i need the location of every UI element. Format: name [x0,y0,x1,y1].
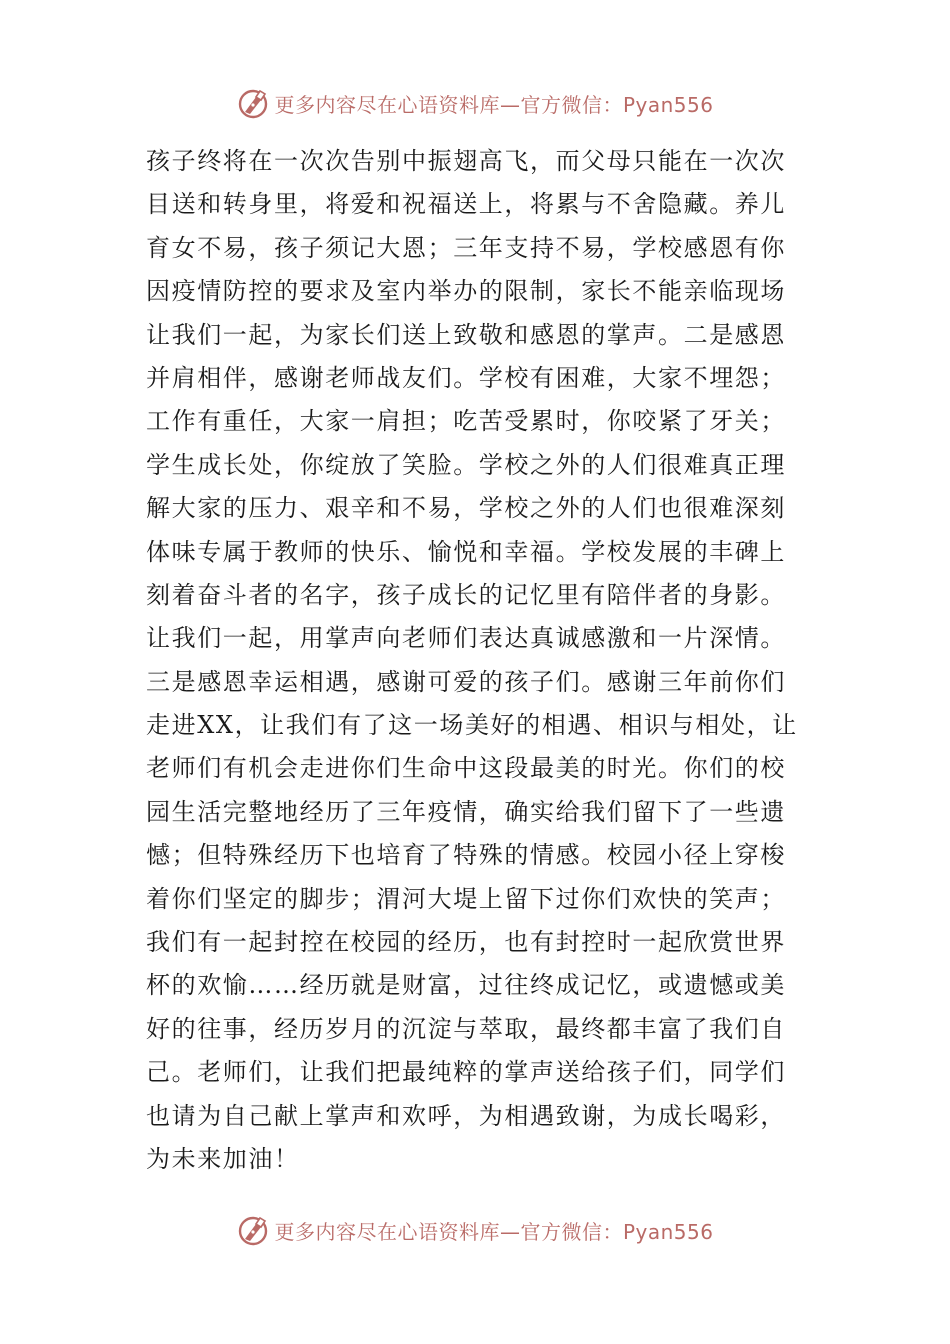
body-line: 好的往事，经历岁月的沉淀与萃取，最终都丰富了我们自 [146,1014,786,1043]
body-line: 目送和转身里，将爱和祝福送上，将累与不舍隐藏。养儿 [146,190,786,219]
body-line: 着你们坚定的脚步；渭河大堤上留下过你们欢快的笑声； [146,884,786,913]
body-line: 孩子终将在一次次告别中振翅高飞，而父母只能在一次次 [146,147,786,175]
body-line: 育女不易，孩子须记大恩；三年支持不易，学校感恩有你 [146,233,786,262]
header-watermark [0,85,950,121]
footer-text: 更多内容尽在心语资料库—官方微信：Pyan556 [274,1219,714,1244]
body-line: 己。老师们，让我们把最纯粹的掌声送给孩子们，同学们 [146,1058,786,1087]
body-line: 让我们一起，为家长们送上致敬和感恩的掌声。二是感恩 [146,320,786,349]
body-line: 让我们一起，用掌声向老师们表达真诚感激和一片深情。 [146,624,786,653]
body-line: 走进XX，让我们有了这一场美好的相遇、相识与相处，让 [146,711,798,740]
body-line: 三是感恩幸运相遇，感谢可爱的孩子们。感谢三年前你们 [146,667,786,696]
body-line: 并肩相伴，感谢老师战友们。学校有困难，大家不埋怨； [146,363,786,392]
body-line: 工作有重任，大家一肩担；吃苦受累时，你咬紧了牙关； [146,407,786,436]
body-line: 体味专属于教师的快乐、愉悦和幸福。学校发展的丰碑上 [146,537,786,566]
body-line: 解大家的压力、艰辛和不易，学校之外的人们也很难深刻 [146,494,786,523]
footer-watermark [0,1212,950,1248]
body-line: 我们有一起封控在校园的经历，也有封控时一起欣赏世界 [146,928,786,957]
document-body [146,140,816,1181]
body-line: 为未来加油！ [146,1144,300,1173]
header-text: 更多内容尽在心语资料库—官方微信：Pyan556 [274,92,714,117]
pen-nib-circle-icon [236,86,270,120]
pen-nib-circle-icon [236,1213,270,1247]
body-line: 园生活完整地经历了三年疫情，确实给我们留下了一些遗 [146,797,786,826]
body-line: 杯的欢愉……经历就是财富，过往终成记忆，或遗憾或美 [146,971,786,1000]
body-line: 憾；但特殊经历下也培育了特殊的情感。校园小径上穿梭 [146,841,786,870]
body-line: 因疫情防控的要求及室内举办的限制，家长不能亲临现场 [146,277,786,306]
body-line: 学生成长处，你绽放了笑脸。学校之外的人们很难真正理 [146,450,786,479]
body-line: 刻着奋斗者的名字，孩子成长的记忆里有陪伴者的身影。 [146,580,786,609]
body-line: 老师们有机会走进你们生命中这段最美的时光。你们的校 [146,754,786,783]
body-line: 也请为自己献上掌声和欢呼，为相遇致谢，为成长喝彩， [146,1101,786,1130]
